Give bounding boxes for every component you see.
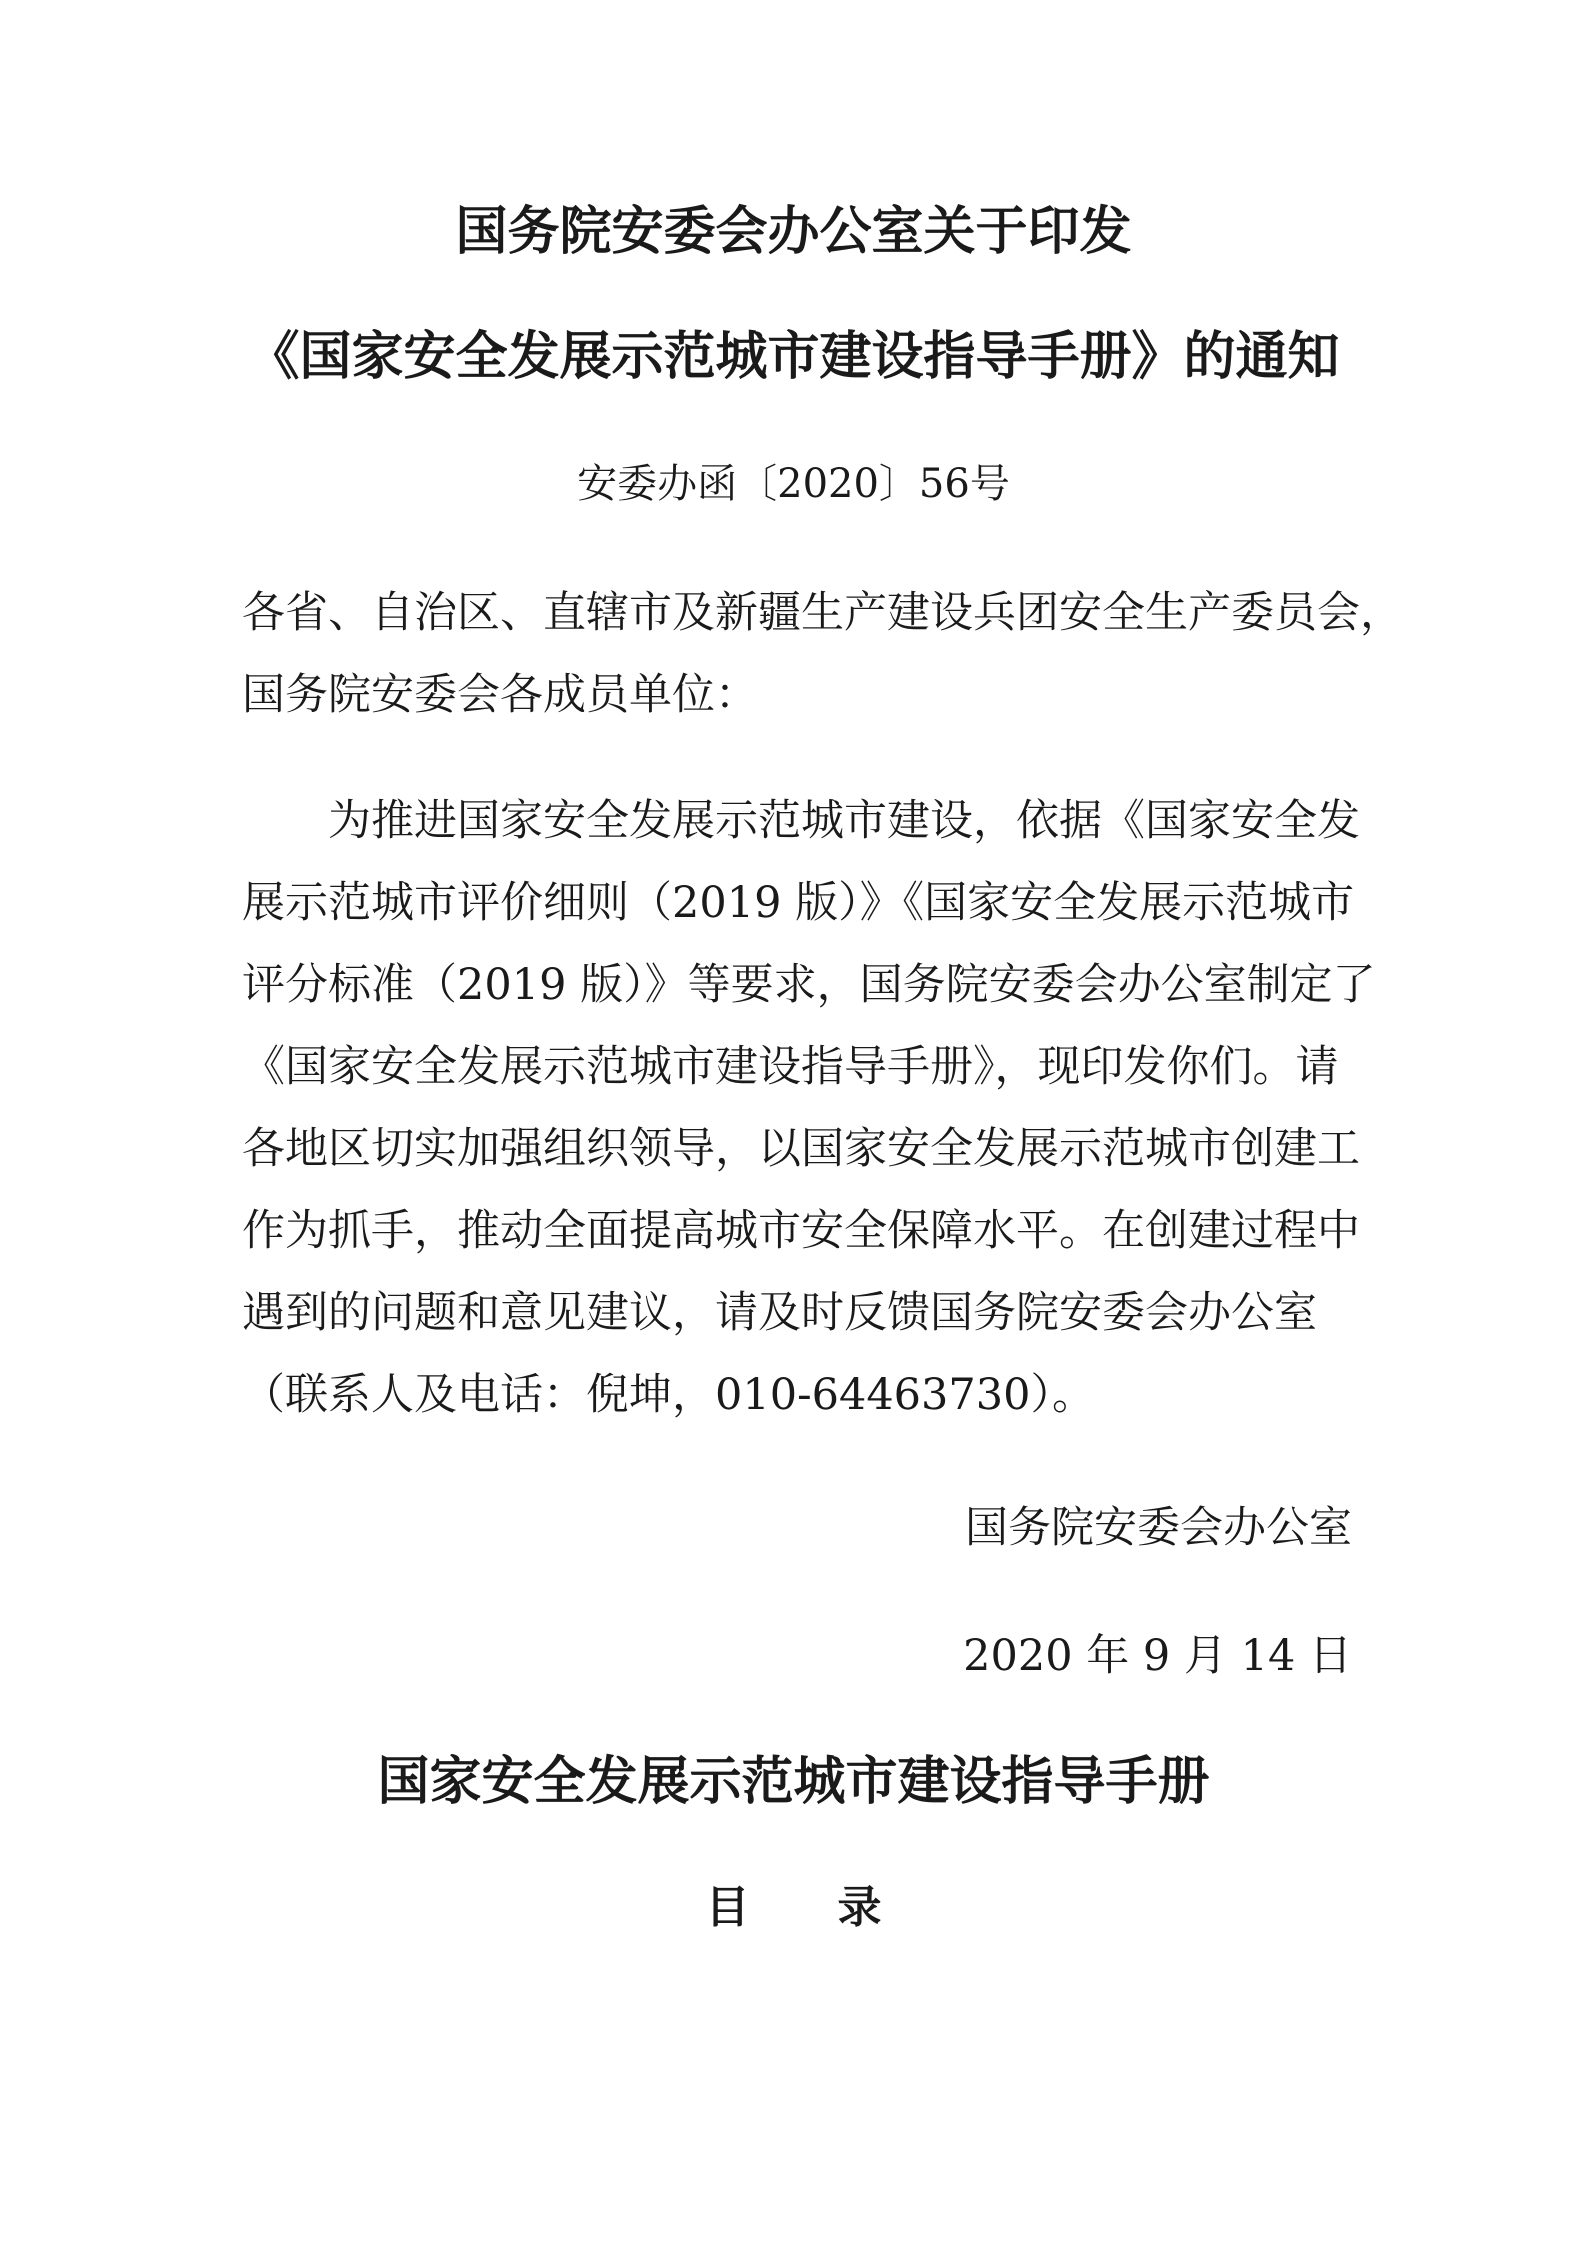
notice-title-line-2: 《国家安全发展示范城市建设指导手册》的通知 xyxy=(247,326,1340,387)
issue-date: 2020 年 9 月 14 日 xyxy=(963,1631,1352,1681)
addressee-line: 各省、自治区、直辖市及新疆生产建设兵团安全生产委员会， xyxy=(242,588,1403,638)
body-line: 作为抓手，推动全面提高城市安全保障水平。在创建过程中 xyxy=(242,1206,1360,1256)
manual-title: 国家安全发展示范城市建设指导手册 xyxy=(377,1751,1210,1812)
table-of-contents-heading: 目 录 xyxy=(705,1882,882,1933)
notice-body-paragraph xyxy=(242,780,1376,1436)
addressees xyxy=(242,572,1403,736)
body-line: 为推进国家安全发展示范城市建设，依据《国家安全发 xyxy=(328,796,1360,846)
body-line: 评分标准（2019 版）》等要求，国务院安委会办公室制定了 xyxy=(242,960,1376,1010)
issuer-signature: 国务院安委会办公室 xyxy=(965,1503,1352,1553)
addressee-line: 国务院安委会各成员单位： xyxy=(242,670,758,720)
body-line: 各地区切实加强组织领导，以国家安全发展示范城市创建工 xyxy=(242,1124,1360,1174)
body-line: 遇到的问题和意见建议，请及时反馈国务院安委会办公室 xyxy=(242,1288,1317,1338)
body-line: 《国家安全发展示范城市建设指导手册》，现印发你们。请 xyxy=(242,1042,1339,1092)
notice-title-line-1: 国务院安委会办公室关于印发 xyxy=(455,201,1132,262)
body-line: 展示范城市评价细则（2019 版）》《国家安全发展示范城市 xyxy=(242,878,1355,928)
body-line: （联系人及电话：倪坤，010-64463730）。 xyxy=(242,1370,1095,1420)
document-number: 安委办函〔2020〕56号 xyxy=(577,461,1010,507)
